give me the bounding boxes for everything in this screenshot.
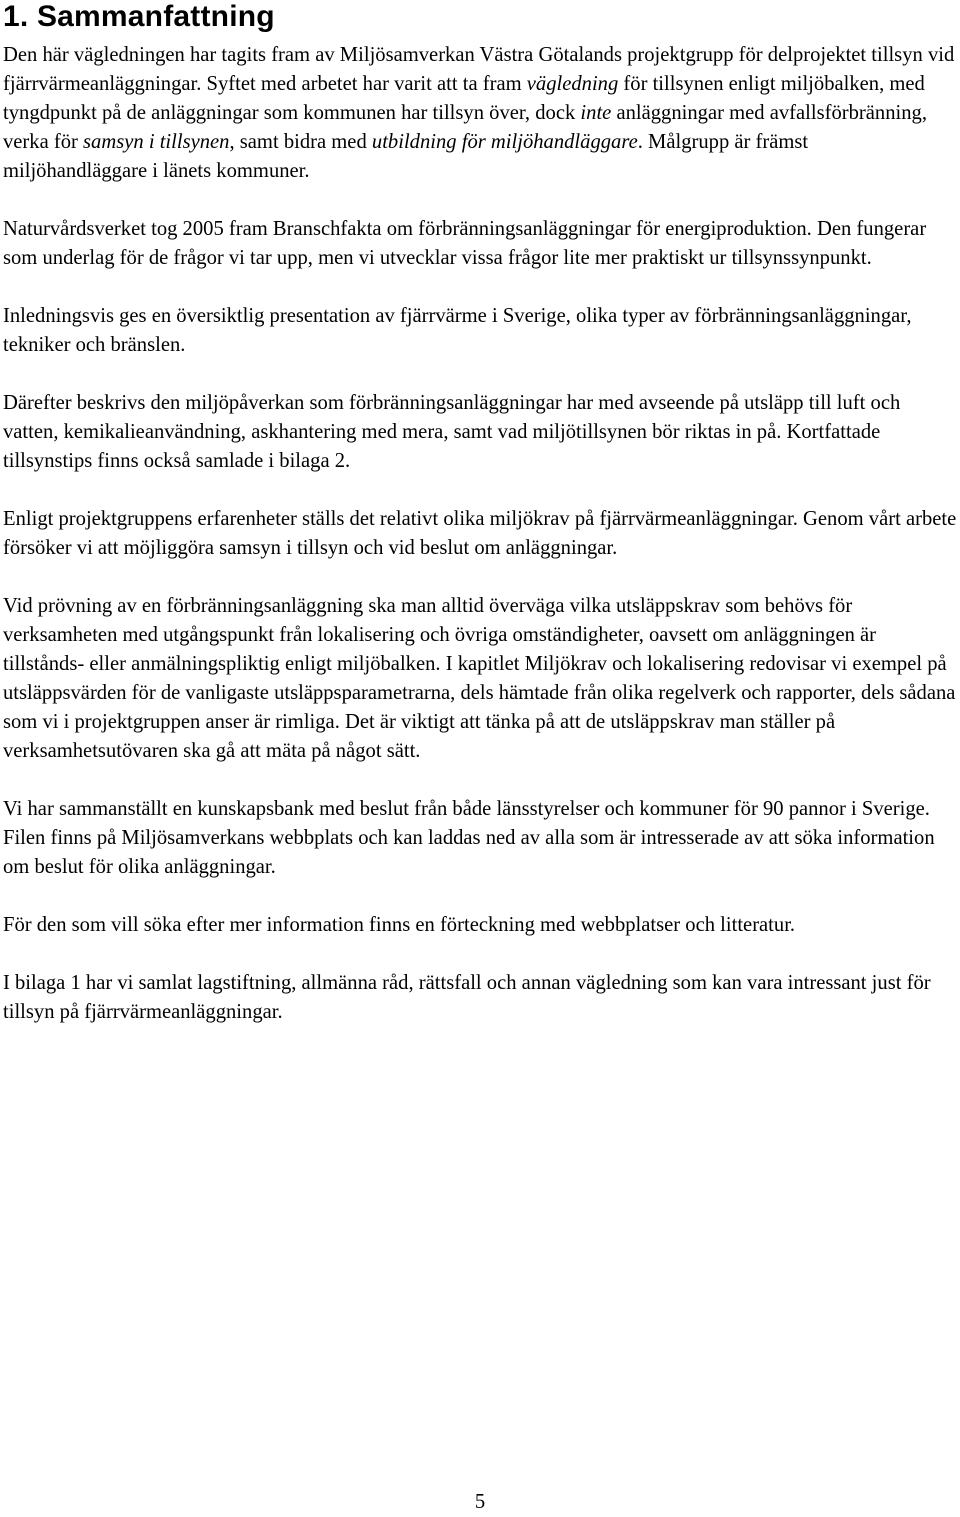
- text-segment: Naturvårdsverket tog 2005 fram Branschfakta om förbränningsanläggningar för energiproduktion. Den fungerar som underlag för de frågor vi tar upp, men vi utvecklar vissa frågor lite mer praktiskt ur tillsynssynpunkt.: [3, 218, 927, 269]
- emphasized-text: samsyn i tillsynen: [83, 131, 230, 153]
- paragraph: [3, 505, 957, 563]
- page-number: 5: [474, 1491, 486, 1513]
- body-text: [3, 41, 957, 1027]
- section-heading: 1. Sammanfattning: [3, 0, 275, 33]
- text-segment: Vi har sammanställt en kunskapsbank med beslut från både länsstyrelser och kommuner för 90 pannor i Sverige. Filen finns på Miljösamverkans webbplats och kan laddas ned av alla som är intresserade av att söka information om beslut för olika anläggningar.: [3, 798, 935, 878]
- text-segment: Därefter beskrivs den miljöpåverkan som förbränningsanläggningar har med avseende på utsläpp till luft och vatten, kemikalieanvändning, askhantering med mera, samt vad miljötillsynen bör riktas in på. Kortfattade tillsynstips finns också samlade i bilaga 2.: [3, 392, 901, 472]
- text-segment: För den som vill söka efter mer information finns en förteckning med webbplatser och litteratur.: [3, 914, 796, 936]
- paragraph: [3, 302, 957, 360]
- text-segment: , samt bidra med: [229, 131, 372, 153]
- text-segment: för tillsynen enligt miljöbalken, med tyngdpunkt på de anläggningar som kommunen har tillsyn över, dock: [3, 73, 925, 124]
- paragraph: [3, 389, 957, 476]
- text-segment: . Målgrupp är främst miljöhandläggare i länets kommuner.: [3, 131, 809, 182]
- emphasized-text: vägledning: [526, 73, 619, 95]
- paragraph: [3, 795, 957, 882]
- text-segment: Inledningsvis ges en översiktlig presentation av fjärrvärme i Sverige, olika typer av förbränningsanläggningar, tekniker och bränslen.: [3, 305, 912, 356]
- text-segment: I bilaga 1 har vi samlat lagstiftning, allmänna råd, rättsfall och annan vägledning som kan vara intressant just för tillsyn på fjärrvärmeanläggningar.: [3, 972, 931, 1023]
- paragraph: [3, 969, 957, 1027]
- emphasized-text: utbildning för miljöhandläggare: [371, 131, 638, 153]
- emphasized-text: inte: [580, 102, 612, 124]
- paragraph: [3, 911, 957, 940]
- paragraph: [3, 592, 957, 766]
- paragraph: [3, 41, 957, 186]
- text-segment: Enligt projektgruppens erfarenheter ställs det relativt olika miljökrav på fjärrvärmeanläggningar. Genom vårt arbete försöker vi att möjliggöra samsyn i tillsyn och vid beslut om anläggningar.: [3, 508, 957, 559]
- paragraph: [3, 215, 957, 273]
- document-page: [3, 0, 957, 1056]
- text-segment: Vid prövning av en förbränningsanläggning ska man alltid överväga vilka utsläppskrav som behövs för verksamheten med utgångspunkt från lokalisering och övriga omständigheter, oavsett om anläggningen är tillstånds- eller anmälningspliktig enligt miljöbalken. I kapitlet Miljökrav och lokalisering redovisar vi exempel på utsläppsvärden för de vanligaste utsläppsparametrarna, dels hämtade från olika regelverk och rapporter, dels sådana som vi i projektgruppen anser är rimliga. Det är viktigt att tänka på att de utsläppskrav man ställer på verksamhetsutövaren ska gå att mäta på något sätt.: [3, 595, 956, 762]
- text-segment: anläggningar med avfallsförbränning, verka för: [3, 102, 927, 153]
- text-segment: Den här vägledningen har tagits fram av Miljösamverkan Västra Götalands projektgrupp för delprojektet tillsyn vid fjärrvärmeanläggningar. Syftet med arbetet har varit att ta fram: [3, 44, 955, 95]
